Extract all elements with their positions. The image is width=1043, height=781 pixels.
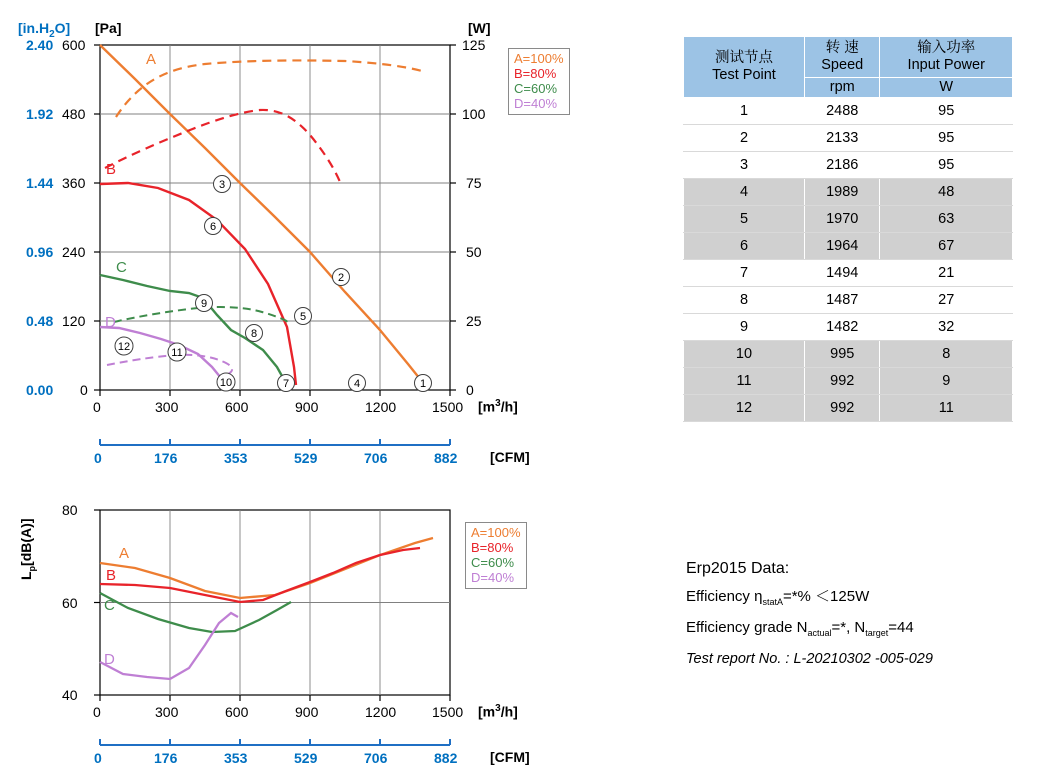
cell-speed: 992 [805, 368, 880, 395]
cell-power: 95 [880, 125, 1013, 152]
cell-point: 12 [684, 395, 805, 422]
tick-pa-0: 0 [80, 382, 88, 398]
cell-power: 9 [880, 368, 1013, 395]
axis-unit-inh2o: $[in.H_2O]$ [18, 20, 71, 40]
table-header-row [684, 37, 1013, 78]
noise-tick-cfm-706: 706 [364, 750, 388, 766]
noise-label-d: D [104, 651, 115, 668]
tick-cfm-176: 176 [154, 450, 178, 466]
svg-text:12: 12 [117, 341, 131, 353]
noise-label-c: C [104, 597, 115, 614]
header-speed-en: Speed [821, 57, 864, 73]
table-row [684, 341, 1013, 368]
tick-pa-480: 480 [62, 106, 86, 122]
axis-unit-w: [W] [468, 20, 491, 36]
cell-point: 1 [684, 98, 805, 125]
noise-y-axis-label: $L_p[dB(A)]$ [18, 518, 37, 580]
cell-power: 95 [880, 152, 1013, 179]
noise-legend-item-c: C=60% [471, 555, 514, 570]
header-test-point-cn: 测试节点 [715, 50, 773, 66]
marker-1 [415, 375, 432, 392]
marker-3 [214, 176, 231, 193]
table-row [684, 395, 1013, 422]
cell-point: 10 [684, 341, 805, 368]
noise-tick-60: 60 [62, 595, 78, 611]
cell-speed: 2186 [805, 152, 880, 179]
tick-x-300: 300 [155, 399, 179, 415]
erp-data-block [686, 556, 1036, 672]
cell-power: 32 [880, 314, 1013, 341]
noise-axis-unit-cfm: [CFM] [490, 749, 530, 765]
noise-tick-x-0: 0 [93, 704, 101, 720]
cell-speed: 1494 [805, 260, 880, 287]
noise-tick-cfm-882: 882 [434, 750, 458, 766]
tick-inh2o-000: 0.00 [26, 382, 54, 398]
noise-legend-item-b: B=80% [471, 540, 514, 555]
tick-x-0: 0 [93, 399, 101, 415]
svg-text:9: 9 [200, 298, 208, 310]
cell-speed: 1482 [805, 314, 880, 341]
marker-7 [278, 375, 295, 392]
header-speed-cn: 转 速 [825, 40, 859, 56]
noise-chart-svg [0, 480, 620, 776]
noise-tick-x-300: 300 [155, 704, 179, 720]
svg-text:7: 7 [282, 378, 290, 390]
noise-tick-cfm-176: 176 [154, 750, 178, 766]
noise-label-b: B [106, 567, 117, 584]
cell-point: 7 [684, 260, 805, 287]
svg-text:10: 10 [219, 377, 233, 389]
cell-point: 8 [684, 287, 805, 314]
table-row [684, 233, 1013, 260]
axis-unit-cfm: [CFM] [490, 449, 530, 465]
tick-cfm-882: 882 [434, 450, 458, 466]
header-power-en: Input Power [907, 57, 985, 73]
noise-tick-x-1200: 1200 [365, 704, 397, 720]
svg-text:6: 6 [209, 221, 217, 233]
cell-power: 67 [880, 233, 1013, 260]
tick-cfm-0: 0 [94, 450, 102, 466]
cell-point: 2 [684, 125, 805, 152]
noise-tick-x-600: 600 [225, 704, 249, 720]
tick-inh2o-192: 1.92 [26, 106, 54, 122]
performance-legend [508, 48, 570, 115]
tick-pa-240: 240 [62, 244, 86, 260]
tick-x-900: 900 [295, 399, 319, 415]
noise-label-a: A [119, 545, 130, 562]
noise-tick-cfm-0: 0 [94, 750, 102, 766]
tick-pa-120: 120 [62, 313, 86, 329]
table-row [684, 287, 1013, 314]
header-power [880, 37, 1013, 78]
curve-label-b: B [106, 161, 117, 178]
header-speed [805, 37, 880, 78]
curve-label-d: D [105, 314, 116, 331]
tick-inh2o-048: 0.48 [26, 313, 54, 329]
tick-x-1500: 1500 [432, 399, 464, 415]
noise-tick-x-900: 900 [295, 704, 319, 720]
marker-5 [295, 308, 312, 325]
svg-text:4: 4 [353, 378, 361, 390]
axis-unit-m3h: $[m^3/h]$ [478, 398, 518, 415]
noise-tick-40: 40 [62, 687, 78, 703]
noise-legend [465, 522, 527, 589]
marker-2 [333, 269, 350, 286]
svg-text:5: 5 [299, 311, 307, 323]
cell-point: 6 [684, 233, 805, 260]
tick-w-50: 50 [466, 244, 482, 260]
tick-w-0: 0 [466, 382, 474, 398]
tick-inh2o-096: 0.96 [26, 244, 54, 260]
cell-power: 21 [880, 260, 1013, 287]
cell-speed: 1970 [805, 206, 880, 233]
axis-unit-pa: [Pa] [95, 20, 122, 36]
cell-point: 3 [684, 152, 805, 179]
tick-w-75: 75 [466, 175, 482, 191]
cell-power: 11 [880, 395, 1013, 422]
erp-title: Erp2015 Data: [686, 560, 790, 577]
noise-axis-unit-m3h: $[m^3/h]$ [478, 703, 518, 720]
header-power-cn: 输入功率 [917, 40, 976, 56]
cell-power: 8 [880, 341, 1013, 368]
tick-x-600: 600 [225, 399, 249, 415]
legend-item-a: A=100% [514, 51, 564, 66]
noise-tick-80: 80 [62, 502, 78, 518]
table-row [684, 314, 1013, 341]
cell-speed: 2488 [805, 98, 880, 125]
curve-label-a: A [146, 51, 157, 68]
tick-w-25: 25 [466, 313, 482, 329]
svg-text:11: 11 [171, 347, 183, 359]
svg-text:1: 1 [419, 378, 427, 390]
svg-text:2: 2 [337, 272, 345, 284]
svg-text:3: 3 [218, 179, 226, 191]
table-row [684, 125, 1013, 152]
marker-10 [217, 373, 235, 391]
noise-tick-cfm-353: 353 [224, 750, 248, 766]
cell-point: 11 [684, 368, 805, 395]
legend-item-c: C=60% [514, 81, 557, 96]
tick-w-125: 125 [462, 37, 486, 53]
cell-power: 48 [880, 179, 1013, 206]
tick-cfm-706: 706 [364, 450, 388, 466]
cell-point: 5 [684, 206, 805, 233]
header-test-point [684, 37, 805, 98]
performance-chart [0, 0, 620, 480]
marker-8 [246, 325, 263, 342]
cell-speed: 2133 [805, 125, 880, 152]
curve-label-c: C [116, 259, 127, 276]
tick-pa-360: 360 [62, 175, 86, 191]
marker-11 [168, 343, 186, 361]
table-row [684, 152, 1013, 179]
cell-speed: 1964 [805, 233, 880, 260]
tick-x-1200: 1200 [365, 399, 397, 415]
noise-tick-x-1500: 1500 [432, 704, 464, 720]
legend-item-b: B=80% [514, 66, 557, 81]
table-row [684, 179, 1013, 206]
noise-tick-cfm-529: 529 [294, 750, 318, 766]
marker-4 [349, 375, 366, 392]
cell-point: 4 [684, 179, 805, 206]
table-body [684, 98, 1013, 422]
cell-power: 95 [880, 98, 1013, 125]
tick-cfm-529: 529 [294, 450, 318, 466]
marker-12 [115, 337, 133, 355]
legend-item-d: D=40% [514, 96, 557, 111]
erp-efficiency-line: Efficiency $\eta_{statA}=*\% <125W$ [686, 588, 870, 607]
cell-speed: 1487 [805, 287, 880, 314]
marker-6 [205, 218, 222, 235]
svg-text:8: 8 [250, 328, 258, 340]
cell-speed: 995 [805, 341, 880, 368]
erp-test-report-no: Test report No. : L-20210302 -005-029 [686, 651, 933, 667]
header-power-unit: W [880, 78, 1013, 98]
cell-point: 9 [684, 314, 805, 341]
cell-power: 27 [880, 287, 1013, 314]
cell-speed: 1989 [805, 179, 880, 206]
noise-chart [0, 480, 620, 776]
tick-pa-600: 600 [62, 37, 86, 53]
test-point-table [683, 36, 1013, 422]
noise-legend-item-a: A=100% [471, 525, 521, 540]
tick-inh2o-240: 2.40 [26, 37, 54, 53]
table-row [684, 206, 1013, 233]
header-speed-unit: rpm [805, 78, 880, 98]
test-point-table-wrapper [683, 36, 1013, 422]
cell-power: 63 [880, 206, 1013, 233]
noise-legend-item-d: D=40% [471, 570, 514, 585]
table-row [684, 368, 1013, 395]
erp-grade-line: Efficiency grade $N_{actual}=*$, $N_{target}=44$ [686, 619, 914, 638]
table-row [684, 98, 1013, 125]
header-test-point-en: Test Point [712, 67, 776, 83]
marker-9 [196, 295, 213, 312]
tick-inh2o-144: 1.44 [26, 175, 54, 191]
tick-w-100: 100 [462, 106, 486, 122]
table-row [684, 260, 1013, 287]
tick-cfm-353: 353 [224, 450, 248, 466]
cell-speed: 992 [805, 395, 880, 422]
